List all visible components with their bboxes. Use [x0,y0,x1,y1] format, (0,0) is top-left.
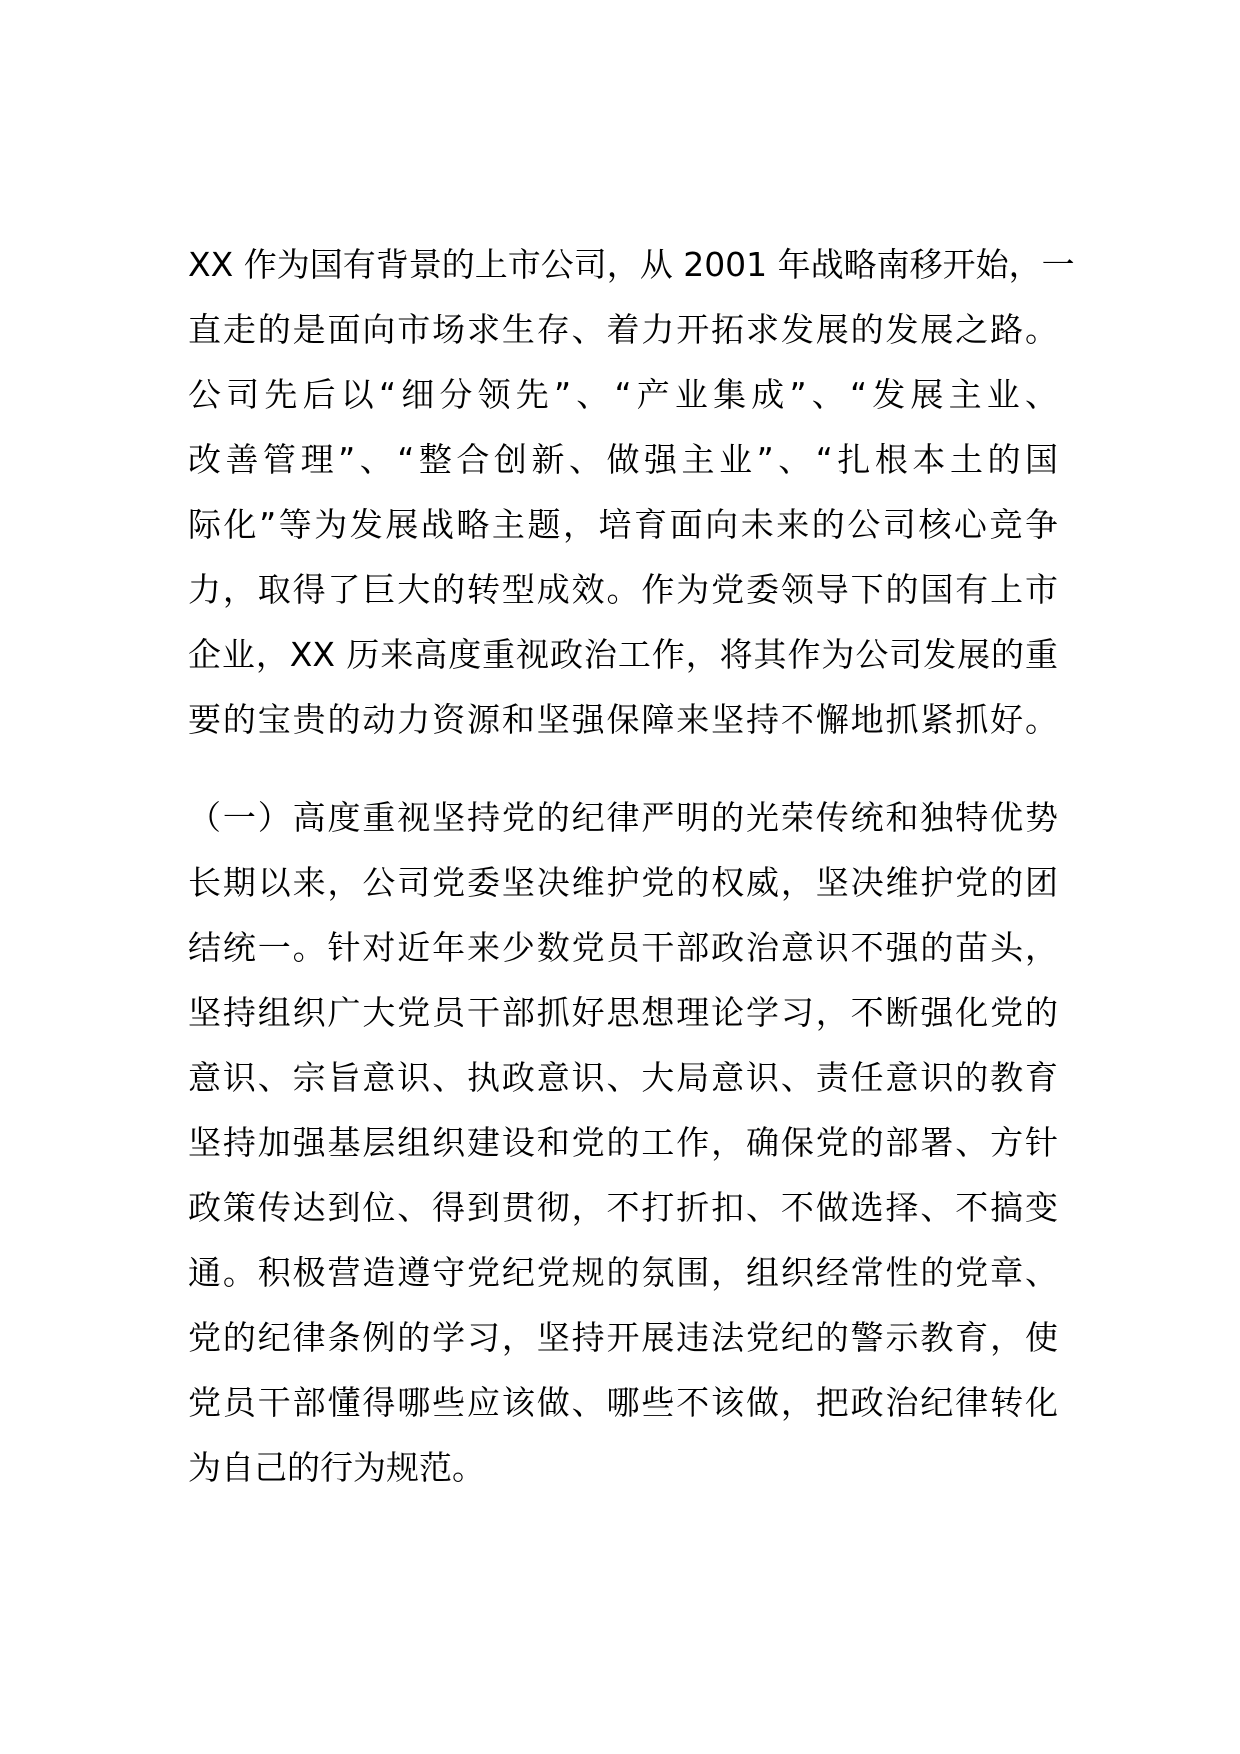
text-line: 坚持加强基层组织建设和党的工作，确保党的部署、方针 [188,1123,1058,1162]
text-line: 公司先后以“细分领先”、“产业集成”、“发展主业、 [188,375,1058,414]
paragraph-intro [188,232,1075,752]
text-line-last: 为自己的行为规范。 [188,1448,485,1487]
text-line: 际化”等为发展战略主题，培育面向未来的公司核心竞争 [188,505,1058,544]
text-line: 长期以来，公司党委坚决维护党的权威，坚决维护党的团 [188,863,1058,902]
section-heading-line: （一）高度重视坚持党的纪律严明的光荣传统和独特优势 [188,798,1058,837]
text-line: 党员干部懂得哪些应该做、哪些不该做，把政治纪律转化 [188,1383,1058,1422]
text-line: XX 作为国有背景的上市公司，从 2001 年战略南移开始，一 [188,245,1075,284]
text-line: 通。积极营造遵守党纪党规的氛围，组织经常性的党章、 [188,1253,1058,1292]
text-line: 结统一。针对近年来少数党员干部政治意识不强的苗头， [188,928,1058,967]
text-line: 意识、宗旨意识、执政意识、大局意识、责任意识的教育 [188,1058,1058,1097]
text-line: 企业，XX 历来高度重视政治工作，将其作为公司发展的重 [188,635,1058,674]
paragraph-section-one [188,785,1058,1500]
text-line: 坚持组织广大党员干部抓好思想理论学习，不断强化党的 [188,993,1058,1032]
text-line: 要的宝贵的动力资源和坚强保障来坚持不懈地抓紧抓好。 [188,700,1058,739]
text-line: 直走的是面向市场求生存、着力开拓求发展的发展之路。 [188,310,1058,349]
text-line: 党的纪律条例的学习，坚持开展违法党纪的警示教育，使 [188,1318,1058,1357]
text-line: 力，取得了巨大的转型成效。作为党委领导下的国有上市 [188,570,1058,609]
text-line: 改善管理”、“整合创新、做强主业”、“扎根本土的国 [188,440,1058,479]
text-line: 政策传达到位、得到贯彻，不打折扣、不做选择、不搞变 [188,1188,1058,1227]
